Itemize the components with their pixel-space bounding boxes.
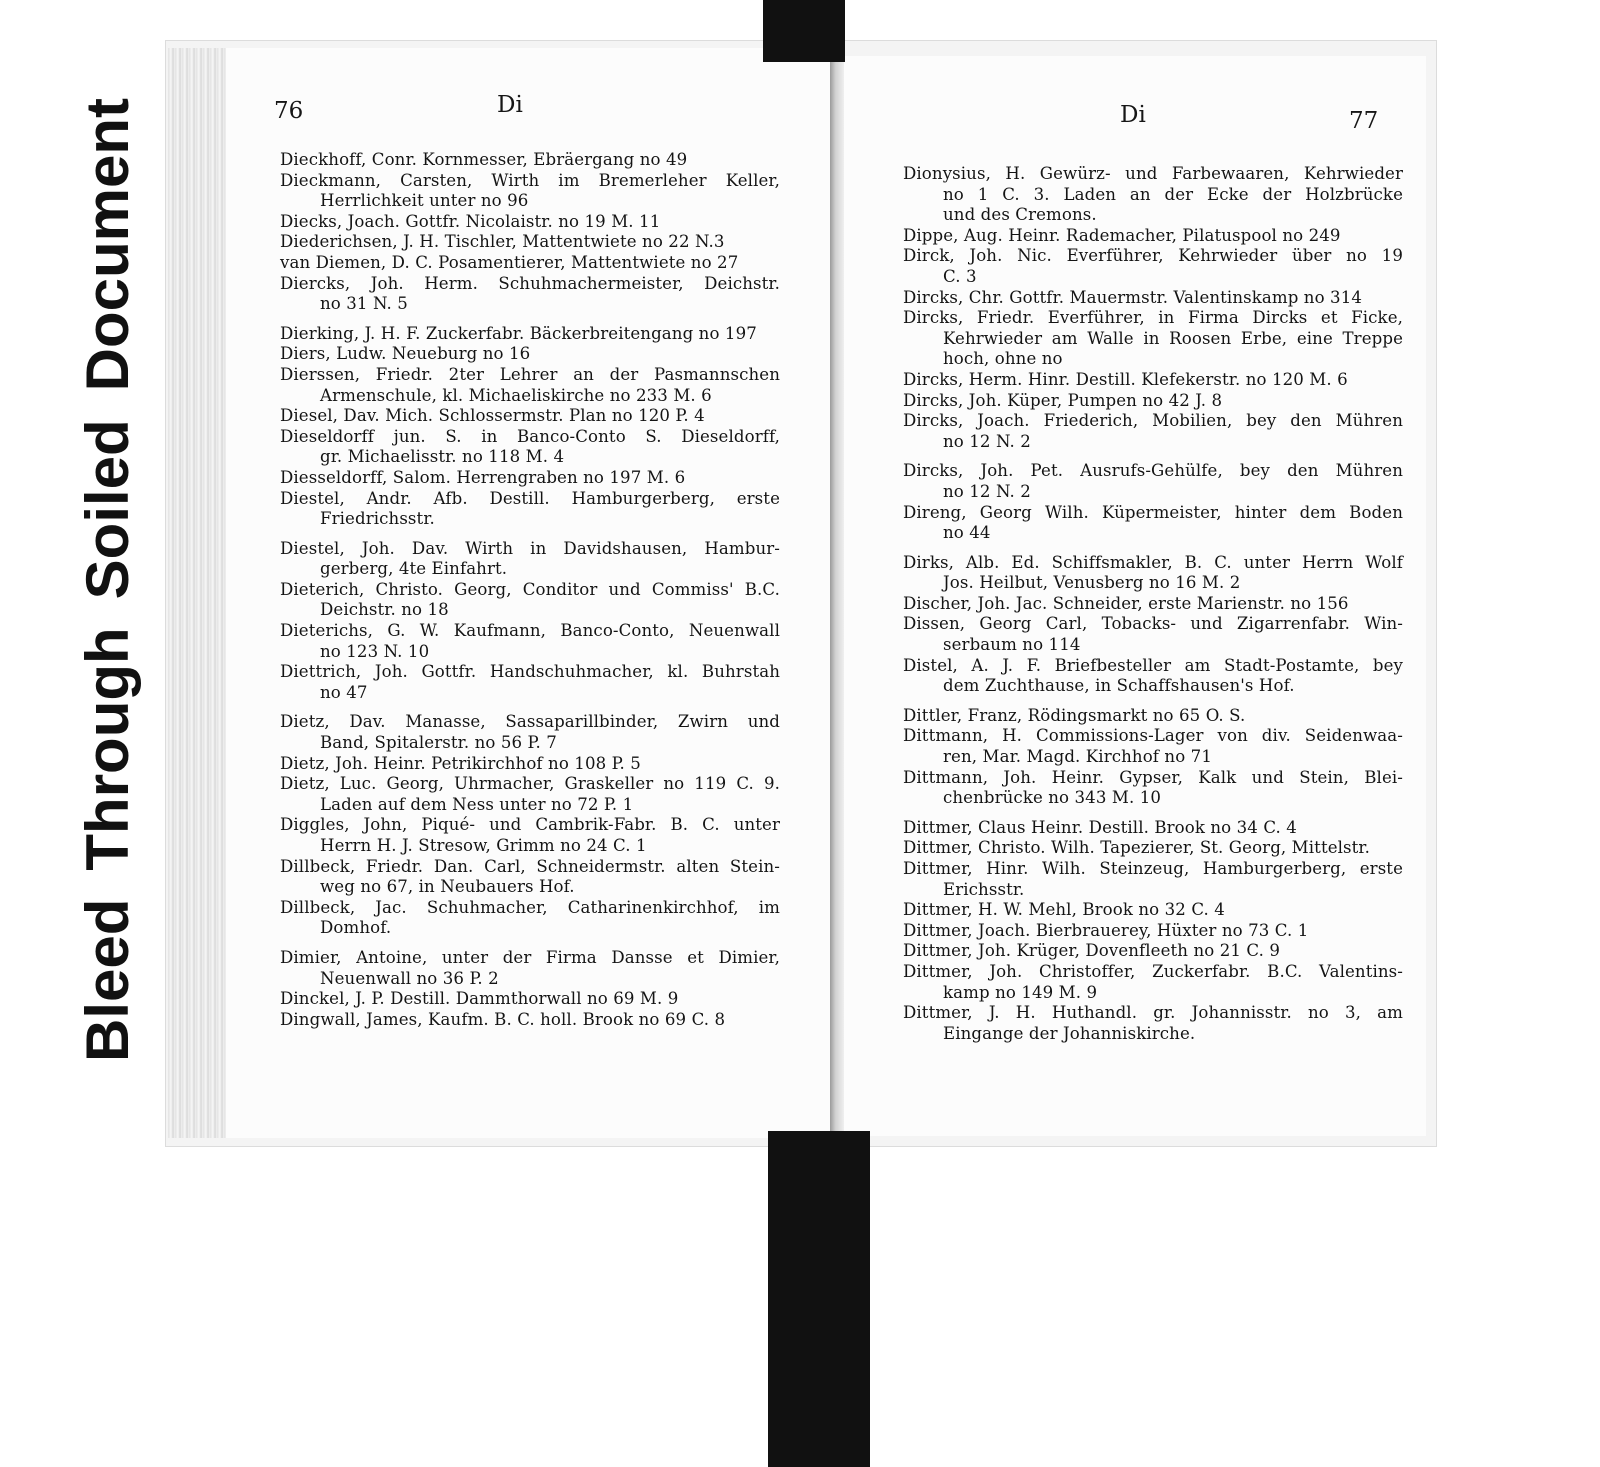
- watermark-word: Soiled: [74, 419, 141, 600]
- directory-entry: [280, 150, 780, 171]
- entry-continuation-line: serbaum no 114: [943, 635, 1081, 655]
- directory-entry: [280, 857, 780, 898]
- directory-entry: [280, 324, 780, 345]
- right-entry-list: [903, 164, 1403, 1044]
- directory-entry: [903, 461, 1403, 502]
- directory-entry: [280, 344, 780, 365]
- entry-continuation-line: Armenschule, kl. Michaeliskirche no 233 M. 6: [320, 385, 712, 405]
- entry-line: Diestel, Andr. Afb. Destill. Hamburgerberg, erste: [280, 488, 780, 508]
- entry-line: Dierssen, Friedr. 2ter Lehrer an der Pasmannschen: [280, 364, 780, 384]
- entry-continuation-line: Band, Spitalerstr. no 56 P. 7: [320, 733, 557, 753]
- entry-line: Dircks, Joh. Küper, Pumpen no 42 J. 8: [903, 390, 1223, 410]
- directory-entry: [280, 774, 780, 815]
- directory-entry: [280, 171, 780, 212]
- entry-continuation-line: Domhof.: [320, 918, 392, 938]
- entry-line: Diederichsen, J. H. Tischler, Mattentwiete no 22 N.3: [280, 232, 725, 252]
- directory-entry: [903, 503, 1403, 544]
- entry-continuation-line: no 44: [943, 523, 991, 543]
- binder-clip-bottom: [768, 1131, 870, 1467]
- directory-entry: [903, 391, 1403, 412]
- directory-entry: [280, 662, 780, 703]
- entry-line: Dittmer, J. H. Huthandl. gr. Johannisstr. no 3, am: [903, 1003, 1403, 1023]
- directory-entry: [903, 962, 1403, 1003]
- entry-line: Diestel, Joh. Dav. Wirth in Davidshausen, Hambur-: [280, 538, 780, 558]
- entry-line: Dittmer, Joach. Bierbrauerey, Hüxter no 73 C. 1: [903, 920, 1309, 940]
- directory-entry: [903, 308, 1403, 370]
- entry-line: Dircks, Joach. Friederich, Mobilien, bey den Mühren: [903, 411, 1403, 431]
- directory-entry: [280, 365, 780, 406]
- entry-line: Distel, A. J. F. Briefbesteller am Stadt-Postamte, bey: [903, 655, 1403, 675]
- entry-continuation-line: Kehrwieder am Walle in Roosen Erbe, eine Treppe: [943, 328, 1403, 348]
- left-page-number: 76: [274, 98, 304, 124]
- entry-continuation-line: hoch, ohne no: [943, 349, 1063, 369]
- directory-entry: [903, 706, 1403, 727]
- directory-entry: [903, 246, 1403, 287]
- entry-line: Dietz, Luc. Georg, Uhrmacher, Graskeller no 119 C. 9.: [280, 774, 780, 794]
- entry-line: Dinckel, J. P. Destill. Dammthorwall no 69 M. 9: [280, 989, 679, 1009]
- entry-continuation-line: Neuenwall no 36 P. 2: [320, 968, 499, 988]
- entry-line: Dircks, Friedr. Everführer, in Firma Dircks et Ficke,: [903, 308, 1403, 328]
- entry-line: Dircks, Herm. Hinr. Destill. Klefekerstr. no 120 M. 6: [903, 369, 1348, 389]
- entry-continuation-line: Herrlichkeit unter no 96: [320, 191, 529, 211]
- entry-line: Dittler, Franz, Rödingsmarkt no 65 O. S.: [903, 705, 1246, 725]
- entry-line: Dittmer, H. W. Mehl, Brook no 32 C. 4: [903, 900, 1225, 920]
- entry-continuation-line: no 47: [320, 682, 368, 702]
- entry-continuation-line: Deichstr. no 18: [320, 600, 449, 620]
- entry-line: Dillbeck, Friedr. Dan. Carl, Schneidermstr. alten Stein-: [280, 856, 780, 876]
- directory-entry: [280, 712, 780, 753]
- entry-line: Dirck, Joh. Nic. Everführer, Kehrwieder über no 19: [903, 246, 1403, 266]
- right-page-number: 77: [1349, 108, 1379, 134]
- entry-line: Dieseldorff jun. S. in Banco-Conto S. Dieseldorff,: [280, 426, 780, 446]
- entry-continuation-line: weg no 67, in Neubauers Hof.: [320, 877, 575, 897]
- directory-entry: [280, 406, 780, 427]
- directory-entry: [903, 941, 1403, 962]
- directory-entry: [903, 614, 1403, 655]
- directory-entry: [903, 1003, 1403, 1044]
- entry-continuation-line: no 12 N. 2: [943, 431, 1031, 451]
- directory-entry: [903, 288, 1403, 309]
- entry-line: Dieckmann, Carsten, Wirth im Bremerleher Keller,: [280, 170, 780, 190]
- entry-continuation-line: gerberg, 4te Einfahrt.: [320, 559, 508, 579]
- directory-entry: [903, 726, 1403, 767]
- entry-line: Direng, Georg Wilh. Küpermeister, hinter dem Boden: [903, 502, 1403, 522]
- entry-line: Dircks, Joh. Pet. Ausrufs-Gehülfe, bey den Mühren: [903, 461, 1403, 481]
- directory-entry: [280, 232, 780, 253]
- entry-continuation-line: C. 3: [943, 266, 977, 286]
- entry-line: Dillbeck, Jac. Schuhmacher, Catharinenkirchhof, im: [280, 897, 780, 917]
- entry-line: Dissen, Georg Carl, Tobacks- und Zigarrenfabr. Win-: [903, 614, 1403, 634]
- directory-entry: [903, 594, 1403, 615]
- entry-line: Dimier, Antoine, unter der Firma Dansse et Dimier,: [280, 947, 780, 967]
- watermark-word: Bleed: [74, 898, 141, 1062]
- left-page-heading: Di: [497, 92, 523, 118]
- directory-entry: [903, 921, 1403, 942]
- entry-line: Discher, Joh. Jac. Schneider, erste Marienstr. no 156: [903, 593, 1349, 613]
- entry-line: Diettrich, Joh. Gottfr. Handschuhmacher, kl. Buhrstah: [280, 662, 780, 682]
- directory-entry: [903, 411, 1403, 452]
- entry-line: Diesel, Dav. Mich. Schlossermstr. Plan no 120 P. 4: [280, 406, 705, 426]
- directory-entry: [280, 539, 780, 580]
- entry-line: Dionysius, H. Gewürz- und Farbewaaren, Kehrwieder: [903, 164, 1403, 183]
- directory-entry: [280, 253, 780, 274]
- watermark-word: Document: [74, 97, 141, 392]
- watermark-text: [72, 52, 144, 1062]
- directory-entry: [280, 815, 780, 856]
- entry-line: Dietz, Dav. Manasse, Sassaparillbinder, Zwirn und: [280, 712, 780, 732]
- directory-entry: [280, 274, 780, 315]
- book-gutter: [830, 48, 844, 1138]
- directory-entry: [280, 754, 780, 775]
- entry-line: Dietz, Joh. Heinr. Petrikirchhof no 108 P. 5: [280, 753, 641, 773]
- entry-continuation-line: no 123 N. 10: [320, 641, 430, 661]
- entry-continuation-line: Friedrichsstr.: [320, 509, 435, 529]
- entry-continuation-line: Eingange der Johanniskirche.: [943, 1023, 1196, 1043]
- entry-line: Dittmer, Hinr. Wilh. Steinzeug, Hamburgerberg, erste: [903, 859, 1403, 878]
- binder-clip-top: [763, 0, 845, 62]
- entry-line: Diesseldorff, Salom. Herrengraben no 197 M. 6: [280, 467, 686, 487]
- entry-line: Diggles, John, Piqué- und Cambrik-Fabr. B. C. unter: [280, 815, 780, 835]
- directory-entry: [903, 818, 1403, 839]
- directory-entry: [280, 489, 780, 530]
- entry-continuation-line: no 1 C. 3. Laden an der Ecke der Holzbrücke: [943, 184, 1403, 204]
- right-page-heading: Di: [1120, 102, 1146, 128]
- directory-entry: [280, 948, 780, 989]
- directory-entry: [280, 427, 780, 468]
- entry-line: Dittmer, Claus Heinr. Destill. Brook no 34 C. 4: [903, 817, 1297, 837]
- entry-continuation-line: gr. Michaelisstr. no 118 M. 4: [320, 447, 565, 467]
- entry-line: Dircks, Chr. Gottfr. Mauermstr. Valentinskamp no 314: [903, 287, 1363, 307]
- entry-continuation-line: Herrn H. J. Stresow, Grimm no 24 C. 1: [320, 836, 647, 855]
- directory-entry: [903, 370, 1403, 391]
- directory-entry: [280, 1010, 780, 1031]
- directory-entry: [903, 164, 1403, 226]
- entry-continuation-line: chenbrücke no 343 M. 10: [943, 788, 1162, 808]
- entry-line: Dittmer, Joh. Christoffer, Zuckerfabr. B.C. Valentins-: [903, 961, 1403, 981]
- entry-continuation-line: ren, Mar. Magd. Kirchhof no 71: [943, 747, 1212, 767]
- directory-entry: [280, 212, 780, 233]
- left-entry-list: [280, 150, 780, 1030]
- page-edges: [168, 48, 226, 1138]
- entry-line: Dierking, J. H. F. Zuckerfabr. Bäckerbreitengang no 197: [280, 323, 757, 343]
- entry-continuation-line: Jos. Heilbut, Venusberg no 16 M. 2: [943, 573, 1241, 593]
- entry-continuation-line: no 12 N. 2: [943, 481, 1031, 501]
- entry-line: Dippe, Aug. Heinr. Rademacher, Pilatuspool no 249: [903, 225, 1341, 245]
- directory-entry: [280, 898, 780, 939]
- directory-entry: [280, 580, 780, 621]
- entry-line: Dingwall, James, Kaufm. B. C. holl. Brook no 69 C. 8: [280, 1009, 726, 1029]
- entry-line: Dittmann, Joh. Heinr. Gypser, Kalk und Stein, Blei-: [903, 767, 1403, 787]
- directory-entry: [903, 656, 1403, 697]
- entry-line: Dittmer, Christo. Wilh. Tapezierer, St. Georg, Mittelstr.: [903, 838, 1371, 858]
- directory-entry: [280, 468, 780, 489]
- entry-line: Dittmann, H. Commissions-Lager von div. Seidenwaa-: [903, 726, 1403, 746]
- entry-line: Dittmer, Joh. Krüger, Dovenfleeth no 21 C. 9: [903, 941, 1281, 961]
- entry-line: Dieterichs, G. W. Kaufmann, Banco-Conto, Neuenwall: [280, 621, 780, 641]
- entry-continuation-line: und des Cremons.: [943, 205, 1097, 225]
- directory-entry: [903, 859, 1403, 900]
- entry-line: Dirks, Alb. Ed. Schiffsmakler, B. C. unter Herrn Wolf: [903, 552, 1403, 572]
- directory-entry: [903, 553, 1403, 594]
- entry-continuation-line: kamp no 149 M. 9: [943, 982, 1098, 1002]
- entry-line: Dieckhoff, Conr. Kornmesser, Ebräergang no 49: [280, 150, 688, 169]
- directory-entry: [903, 226, 1403, 247]
- watermark-word: Through: [74, 627, 141, 871]
- entry-line: Diers, Ludw. Neueburg no 16: [280, 344, 531, 364]
- entry-continuation-line: dem Zuchthause, in Schaffshausen's Hof.: [943, 676, 1295, 696]
- directory-entry: [903, 768, 1403, 809]
- directory-entry: [903, 838, 1403, 859]
- entry-line: van Diemen, D. C. Posamentierer, Mattentwiete no 27: [280, 252, 739, 272]
- entry-line: Diecks, Joach. Gottfr. Nicolaistr. no 19 M. 11: [280, 211, 661, 231]
- entry-continuation-line: no 31 N. 5: [320, 294, 408, 314]
- entry-continuation-line: Erichsstr.: [943, 879, 1025, 899]
- directory-entry: [903, 900, 1403, 921]
- entry-line: Diercks, Joh. Herm. Schuhmachermeister, Deichstr.: [280, 273, 780, 293]
- directory-entry: [280, 989, 780, 1010]
- directory-entry: [280, 621, 780, 662]
- entry-line: Dieterich, Christo. Georg, Conditor und Commiss' B.C.: [280, 579, 780, 599]
- entry-continuation-line: Laden auf dem Ness unter no 72 P. 1: [320, 794, 634, 814]
